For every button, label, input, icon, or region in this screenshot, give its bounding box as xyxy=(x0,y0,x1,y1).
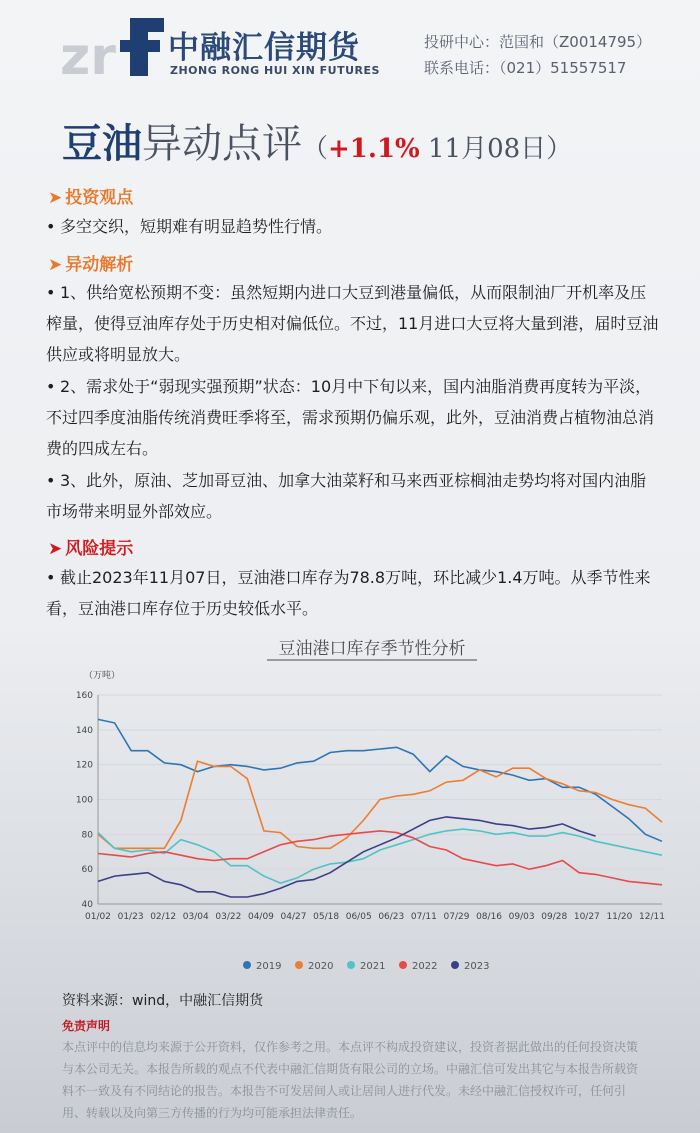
chart-title: 豆油港口库存季节性分析 xyxy=(278,639,466,658)
view-heading-label: 投资观点 xyxy=(65,188,134,208)
y-tick-label: 140 xyxy=(75,725,93,736)
analysis-item-text: 2、需求处于“弱现实强预期”状态：10月中下旬以来，国内油脂消费再度转为平淡，不过四季度油脂传统消费旺季将至，需求预期仍偏乐观，此外，豆油消费占植物油总消费的四成左右。 xyxy=(46,377,655,458)
legend-label-2019: 2019 xyxy=(256,961,282,972)
analysis-item-text: 3、此外，原油、芝加哥豆油、加拿大油菜籽和马来西亚棕榈油走势均将对国内油脂市场带来明显外部效应。 xyxy=(46,471,647,521)
series-line-2023 xyxy=(98,817,596,897)
data-source: 资料来源：wind，中融汇信期货 xyxy=(62,993,264,1009)
x-tick-label: 03/04 xyxy=(182,912,209,922)
x-tick-label: 11/20 xyxy=(606,912,633,922)
analysis-item xyxy=(46,371,661,464)
svg-text:zr: zr xyxy=(60,27,116,82)
y-tick-label: 60 xyxy=(81,865,93,876)
x-tick-label: 04/27 xyxy=(280,912,307,922)
risk-section-heading xyxy=(48,534,133,559)
chart-svg xyxy=(62,632,682,987)
inventory-seasonal-chart xyxy=(62,632,682,987)
bullet-icon: • xyxy=(46,217,56,236)
x-tick-label: 07/29 xyxy=(443,912,470,922)
x-tick-label: 05/18 xyxy=(313,912,340,922)
legend-marker-2021 xyxy=(347,961,355,969)
analysis-item-text: 1、供给宽松预期不变：虽然短期内进口大豆到港量偏低，从而限制油厂开机率及压榨量，使得豆油库存处于历史相对偏低位。不过，11月进口大豆将大量到港，届时豆油供应或将明显放大。 xyxy=(46,283,659,364)
legend-label-2023: 2023 xyxy=(464,961,490,972)
disclaimer-text: 本点评中的信息均来源于公开资料，仅作参考之用。本点评不构成投资建议，投资者据此做出的任何投资决策与本公司无关。本报告所载的观点不代表中融汇信期货有限公司的立场。中融汇信可发出其它与本报告所载资料不一致及有不同结论的报告。本报告不可发居间人或让居间人进行代发。未经中融汇信授权许可，任何引用、转载以及向第三方传播的行为均可能承担法律责任。 xyxy=(62,1040,639,1120)
bullet-icon: • xyxy=(46,471,56,490)
title-topic: 异动点评 xyxy=(142,121,302,167)
bullet-icon: • xyxy=(46,568,56,587)
y-tick-label: 100 xyxy=(75,795,93,806)
y-axis-label: （万吨） xyxy=(84,671,121,681)
phone-info: 联系电话：（021）51557517 xyxy=(424,59,627,77)
risk-heading-label: 风险提示 xyxy=(65,539,134,559)
x-tick-label: 06/23 xyxy=(378,912,405,922)
y-tick-label: 40 xyxy=(81,900,93,910)
logo-mark-icon xyxy=(60,12,170,82)
x-tick-label: 04/09 xyxy=(247,912,274,922)
x-tick-label: 06/05 xyxy=(345,912,372,922)
title-date: 11月08日） xyxy=(419,134,573,164)
page-title xyxy=(62,112,572,169)
legend-label-2022: 2022 xyxy=(412,961,438,972)
analysis-item xyxy=(46,277,661,370)
title-product: 豆油 xyxy=(62,120,142,167)
view-text: 多空交织，短期难有明显趋势性行情。 xyxy=(60,217,333,236)
series-line-2022 xyxy=(98,831,662,885)
analysis-section-heading xyxy=(48,250,133,275)
legend-marker-2019 xyxy=(243,961,251,969)
y-tick-label: 80 xyxy=(81,830,93,841)
legend-label-2020: 2020 xyxy=(308,961,334,972)
series-line-2019 xyxy=(98,719,662,841)
title-paren: （ xyxy=(302,134,329,164)
x-tick-label: 02/12 xyxy=(150,912,177,922)
arrow-right-icon: ➤ xyxy=(48,188,63,208)
y-tick-label: 120 xyxy=(75,760,93,771)
arrow-right-icon: ➤ xyxy=(48,539,63,559)
bullet-icon: • xyxy=(46,377,56,396)
title-change: +1.1% xyxy=(328,134,420,164)
analysis-item xyxy=(46,465,661,527)
view-section-heading xyxy=(48,183,133,208)
legend-marker-2020 xyxy=(295,961,303,969)
x-tick-label: 12/11 xyxy=(639,912,665,922)
x-tick-label: 01/23 xyxy=(117,912,144,922)
x-tick-label: 03/22 xyxy=(215,912,242,922)
analysis-heading-label: 异动解析 xyxy=(65,255,134,275)
x-tick-label: 01/02 xyxy=(85,912,111,922)
x-tick-label: 07/11 xyxy=(410,912,437,922)
view-paragraph xyxy=(46,211,661,242)
risk-paragraph xyxy=(46,562,661,624)
legend-label-2021: 2021 xyxy=(360,961,386,972)
x-tick-label: 10/27 xyxy=(573,912,600,922)
logo-english-name: ZHONG RONG HUI XIN FUTURES xyxy=(170,64,380,77)
arrow-right-icon: ➤ xyxy=(48,255,63,275)
disclaimer-title: 免责声明 xyxy=(62,1019,111,1033)
y-tick-label: 160 xyxy=(75,691,93,701)
x-tick-label: 09/03 xyxy=(508,912,535,922)
risk-text: 截止2023年11月07日，豆油港口库存为78.8万吨，环比减少1.4万吨。从季节性来看，豆油港口库存位于历史较低水平。 xyxy=(46,568,651,618)
legend-marker-2023 xyxy=(451,961,459,969)
logo-chinese-name: 中融汇信期货 xyxy=(168,30,360,66)
x-tick-label: 08/16 xyxy=(476,912,503,922)
analyst-info: 投研中心：范国和（Z0014795） xyxy=(424,33,652,51)
legend-marker-2022 xyxy=(399,961,407,969)
bullet-icon: • xyxy=(46,283,56,302)
x-tick-label: 09/28 xyxy=(541,912,568,922)
